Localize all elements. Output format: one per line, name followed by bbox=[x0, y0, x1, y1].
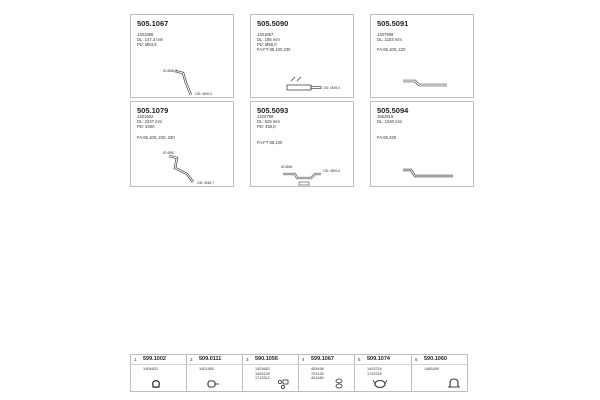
accessory-index: 4 bbox=[302, 357, 305, 362]
pipe-drawing bbox=[251, 15, 355, 99]
hanger-icon bbox=[355, 355, 412, 391]
bracket-icon bbox=[187, 355, 243, 391]
part-length: DL: 1040 mm bbox=[377, 119, 403, 124]
accessory-part-number: 405498 bbox=[311, 367, 324, 371]
part-number: 1422799 bbox=[257, 114, 274, 119]
part-length: DL: 147.3 mm bbox=[137, 37, 164, 42]
accessory-index: 6 bbox=[415, 357, 418, 362]
accessory-5[interactable] bbox=[355, 355, 412, 391]
accessory-4[interactable] bbox=[299, 355, 355, 391]
part-fitment: FA:FT 85,100 bbox=[257, 140, 283, 145]
part-diameter: PD: Ø56,0 bbox=[257, 42, 277, 47]
part-number: 1401657 bbox=[257, 32, 274, 37]
pipe-label: OD: Ø48,7 bbox=[197, 181, 215, 185]
pipe-label: OD: Ø50,0 bbox=[323, 169, 341, 173]
part-card-4[interactable] bbox=[130, 101, 234, 187]
pipe-label: OD: Ø39,0 bbox=[323, 86, 341, 90]
pipe-label: ID:Ø46 bbox=[281, 165, 293, 169]
accessory-part-number: 1713312 bbox=[255, 376, 270, 380]
pipe-label: OD: Ø40,0 bbox=[195, 92, 213, 96]
part-fitment: FA:FT 85 100,230 bbox=[257, 47, 291, 52]
part-length: DL: 1103 mm bbox=[377, 37, 402, 42]
accessory-index: 2 bbox=[190, 357, 193, 362]
accessory-part-number: 1465189 bbox=[424, 367, 439, 371]
part-code: 505.5093 bbox=[257, 106, 289, 115]
mounting-kit-icon bbox=[243, 355, 299, 391]
part-fitment: FA:85,100, 220, 230 bbox=[137, 135, 175, 140]
part-number: 1407599 bbox=[377, 32, 394, 37]
part-fitment: FA:85,100, 220 bbox=[377, 47, 406, 52]
accessory-code: 599.1002 bbox=[143, 356, 166, 362]
part-code: 505.5094 bbox=[377, 106, 409, 115]
accessory-part-number: 1404603 bbox=[143, 367, 158, 371]
accessory-1[interactable] bbox=[131, 355, 187, 391]
part-code: 505.5091 bbox=[377, 19, 409, 28]
part-number: 1401696 bbox=[137, 32, 154, 37]
accessory-part-number: 1403716 bbox=[367, 367, 382, 371]
rubber-mount-icon bbox=[412, 355, 467, 391]
part-length: DL: 625 mm bbox=[257, 119, 280, 124]
part-number: 1401692 bbox=[137, 114, 154, 119]
accessory-part-number: 403160 bbox=[311, 376, 324, 380]
accessories-strip bbox=[130, 354, 468, 392]
accessory-code: 599.1067 bbox=[311, 356, 334, 362]
pipe-drawing bbox=[131, 15, 235, 99]
pipe-drawing bbox=[131, 102, 235, 188]
pipe-drawing bbox=[251, 102, 355, 188]
accessory-2[interactable] bbox=[187, 355, 243, 391]
accessory-code: 590.1060 bbox=[424, 356, 447, 362]
accessory-part-number: 703135 bbox=[311, 371, 324, 376]
clamp-icon bbox=[131, 355, 187, 391]
accessory-3[interactable] bbox=[243, 355, 299, 391]
part-diameter: PD: Ø63,5 bbox=[137, 42, 157, 47]
gasket-icon bbox=[299, 355, 355, 391]
accessory-part-number: 1401365 bbox=[199, 367, 214, 371]
part-card-3[interactable] bbox=[370, 14, 474, 98]
accessory-code: 509.1074 bbox=[367, 356, 390, 362]
accessory-part-number: 1702225 bbox=[367, 371, 382, 376]
part-card-1[interactable] bbox=[130, 14, 234, 98]
part-card-2[interactable] bbox=[250, 14, 354, 98]
accessory-part-number: 1405135 bbox=[255, 371, 270, 376]
part-code: 505.1067 bbox=[137, 19, 169, 28]
part-code: 505.1079 bbox=[137, 106, 169, 115]
part-fitment: FA:85,430 bbox=[377, 135, 397, 140]
pipe-drawing bbox=[371, 15, 475, 99]
pipe-label: ID:Ø58,5 bbox=[163, 69, 178, 73]
part-length: DL: 185 mm bbox=[257, 37, 280, 42]
pipe-label: ID:Ø50 bbox=[163, 151, 175, 155]
accessory-part-number: 1403652 bbox=[255, 367, 270, 371]
accessory-code: 509.0111 bbox=[199, 356, 222, 362]
part-card-6[interactable] bbox=[370, 101, 474, 187]
accessory-code: 590.1056 bbox=[255, 356, 278, 362]
accessory-index: 5 bbox=[358, 357, 361, 362]
part-length: DL: 2347 mm bbox=[137, 119, 163, 124]
part-card-5[interactable] bbox=[250, 101, 354, 187]
accessory-index: 3 bbox=[246, 357, 249, 362]
part-diameter: PD: 450,0 bbox=[257, 124, 276, 129]
part-code: 505.5090 bbox=[257, 19, 289, 28]
pipe-drawing bbox=[371, 102, 475, 188]
part-number: 1652815 bbox=[377, 114, 394, 119]
part-diameter: PD: 4000 bbox=[137, 124, 155, 129]
accessory-6[interactable] bbox=[412, 355, 467, 391]
accessory-index: 1 bbox=[134, 357, 137, 362]
